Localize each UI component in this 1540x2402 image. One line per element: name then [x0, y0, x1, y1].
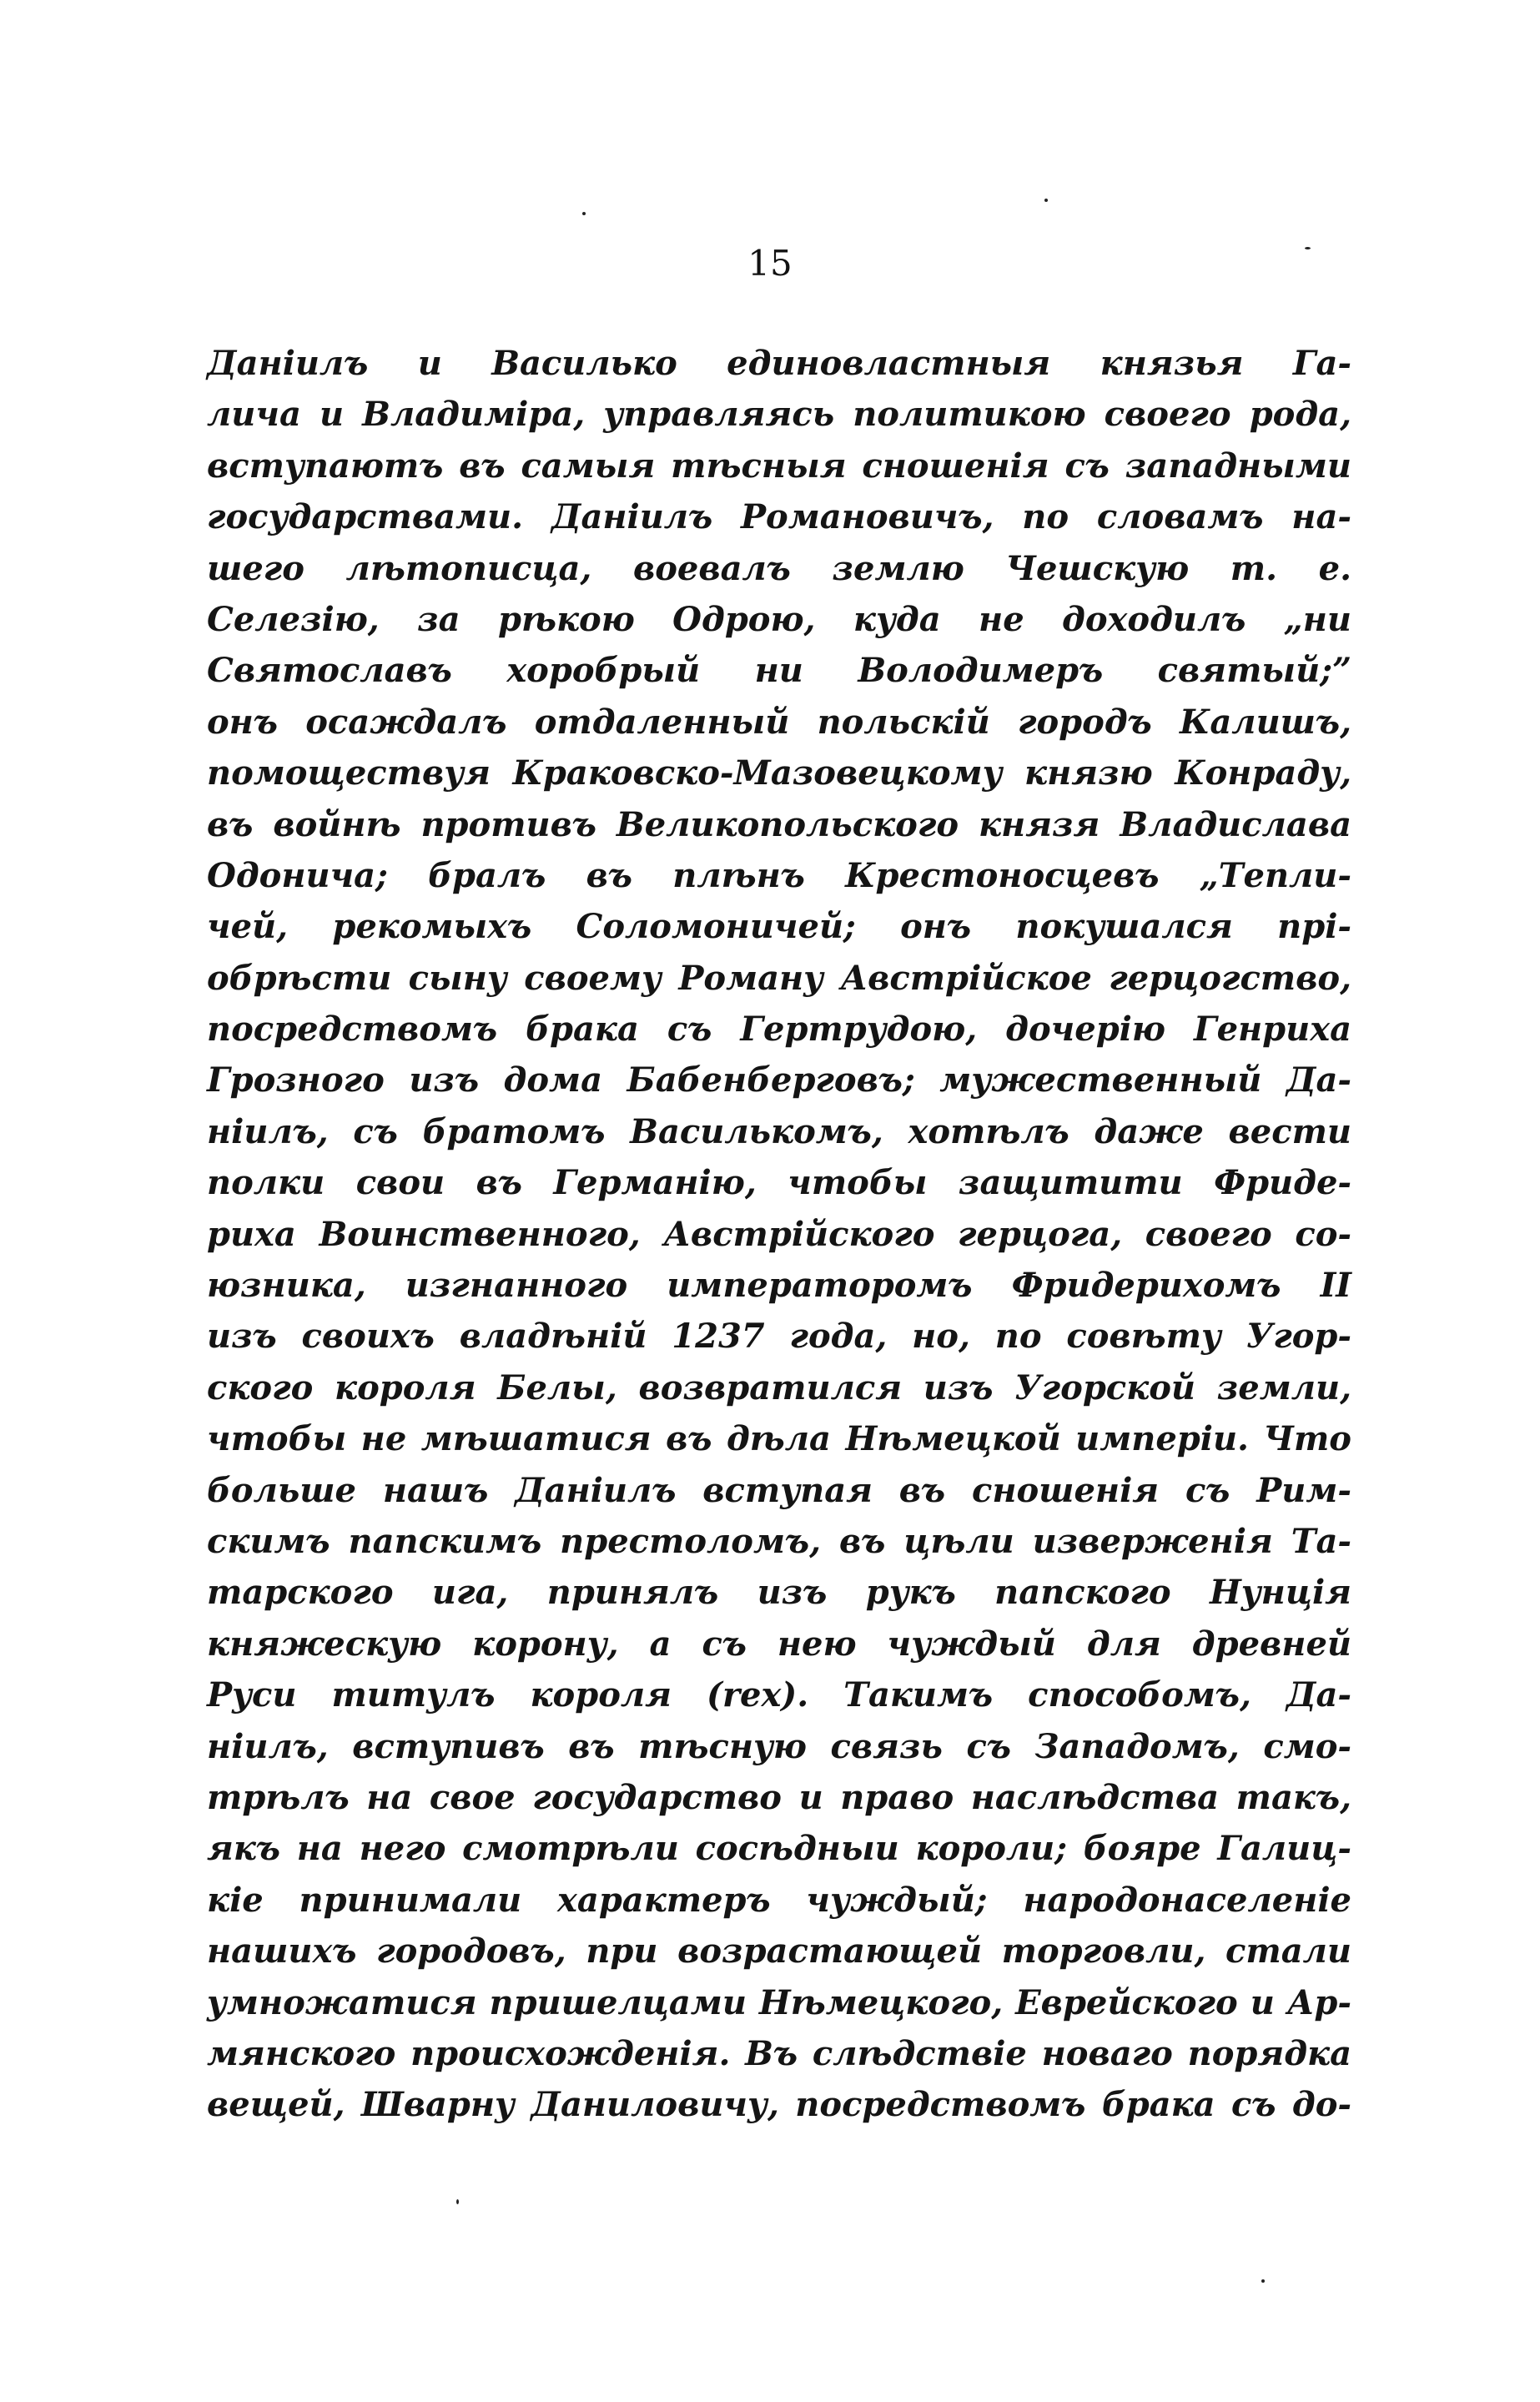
- text-line: кіе принимали характеръ чуждый; народонаселеніе: [207, 1880, 1351, 1920]
- text-line: умножатися пришелцами Нѣмецкого, Еврейского и Ар-: [207, 1982, 1351, 2022]
- text-line: юзника, изгнанного императоромъ Фридерихомъ II: [207, 1266, 1351, 1306]
- text-line: Святославъ хоробрый ни Володимеръ святый;”: [207, 651, 1351, 691]
- text-line: тарского ига, принялъ изъ рукъ папского Нунція: [207, 1573, 1351, 1613]
- text-line: помоществуя Краковско-Мазовецкому князю Конраду,: [207, 753, 1351, 793]
- page-number: 15: [747, 243, 793, 284]
- text-line: Грозного изъ дома Бабенберговъ; мужественный Да-: [207, 1060, 1351, 1100]
- text-line: мянского происхожденія. Въ слѣдствіе новаго порядка: [207, 2033, 1351, 2073]
- text-line: Селезію, за рѣкою Одрою, куда не доходилъ „ни: [207, 599, 1351, 639]
- text-line: шего лѣтописца, воевалъ землю Чешскую т. е.: [207, 548, 1351, 588]
- text-line: риха Воинственного, Австрійского герцога, своего со-: [207, 1214, 1351, 1254]
- scan-speck: [1044, 199, 1048, 202]
- text-line: якъ на него смотрѣли сосѣдныи короли; бояре Галиц-: [207, 1829, 1351, 1869]
- text-line: вещей, Шварну Даниловичу, посредствомъ брака съ до-: [207, 2085, 1351, 2125]
- text-line: ского короля Белы, возвратился изъ Угорской земли,: [207, 1367, 1351, 1407]
- text-line: онъ осаждалъ отдаленный польскій городъ Калишъ,: [207, 702, 1351, 742]
- text-line: ніилъ, вступивъ въ тѣсную связь съ Западомъ, смо-: [207, 1726, 1351, 1766]
- text-line: Руси титулъ короля (rex). Такимъ способомъ, Да-: [207, 1675, 1351, 1715]
- text-line: чтобы не мѣшатися въ дѣла Нѣмецкой имперіи. Что: [207, 1419, 1351, 1459]
- scan-speck: [456, 2199, 459, 2204]
- text-line: государствами. Даніилъ Романовичъ, по словамъ на-: [207, 497, 1351, 537]
- scan-speck: [582, 212, 586, 215]
- text-line: чей, рекомыхъ Соломоничей; онъ покушался прі-: [207, 907, 1351, 947]
- text-line: въ войнѣ противъ Великопольского князя Владислава: [207, 804, 1351, 844]
- scan-speck: [1305, 247, 1311, 249]
- text-line: Даніилъ и Василько единовластныя князья Га-: [207, 344, 1351, 383]
- text-line: больше нашъ Даніилъ вступая въ сношенія съ Рим-: [207, 1470, 1351, 1510]
- text-line: полки свои въ Германію, чтобы защитити Фриде-: [207, 1163, 1351, 1203]
- body-text: [207, 338, 1351, 2131]
- text-line: скимъ папскимъ престоломъ, въ цѣли изверженія Та-: [207, 1521, 1351, 1561]
- text-line: посредствомъ брака съ Гертрудою, дочерію Генриха: [207, 1010, 1351, 1050]
- text-line: обрѣсти сыну своему Роману Австрійское герцогство,: [207, 958, 1351, 998]
- text-line: вступаютъ въ самыя тѣсныя сношенія съ западными: [207, 446, 1351, 486]
- text-line: Одонича; бралъ въ плѣнъ Крестоносцевъ „Тепли-: [207, 855, 1351, 895]
- text-line: лича и Владиміра, управляясь политикою своего рода,: [207, 395, 1351, 435]
- text-line: изъ своихъ владѣній 1237 года, но, по совѣту Угор-: [207, 1317, 1351, 1357]
- text-line: ніилъ, съ братомъ Василькомъ, хотѣлъ даже вести: [207, 1111, 1351, 1151]
- text-line: нашихъ городовъ, при возрастающей торговли, стали: [207, 1931, 1351, 1971]
- text-line: княжескую корону, а съ нею чуждый для древней: [207, 1624, 1351, 1664]
- scan-speck: [1261, 2279, 1265, 2283]
- text-line: трѣлъ на свое государство и право наслѣдства такъ,: [207, 1777, 1351, 1817]
